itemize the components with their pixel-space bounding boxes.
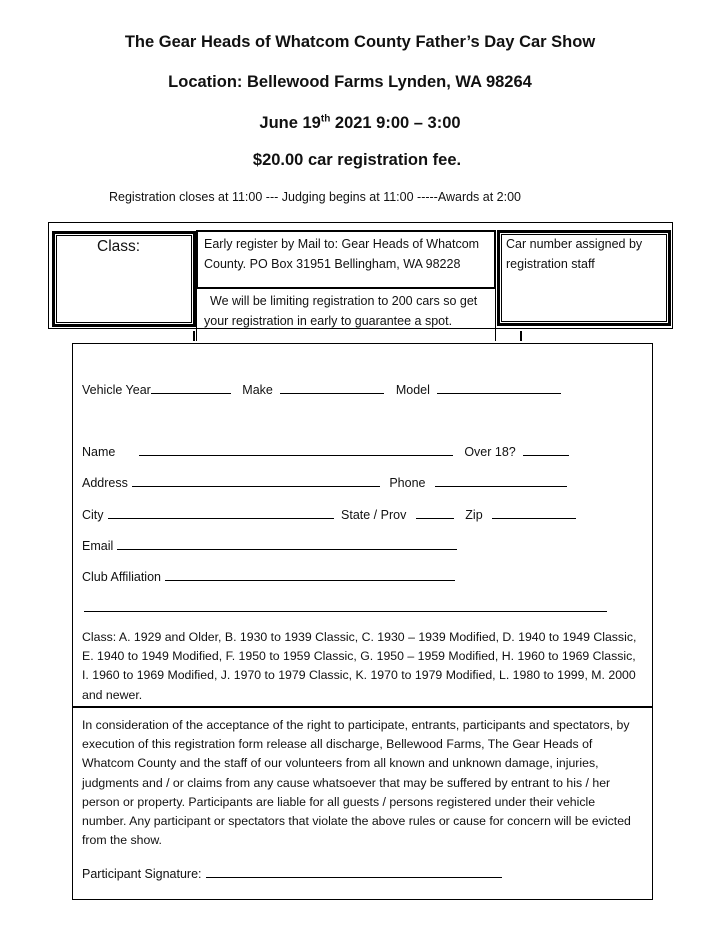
- zip-label: Zip: [465, 508, 483, 522]
- city-field[interactable]: [108, 506, 334, 519]
- vehicle-year-field[interactable]: [151, 381, 231, 394]
- city-label: City: [82, 508, 104, 522]
- name-field[interactable]: [139, 443, 453, 456]
- email-field[interactable]: [117, 537, 457, 550]
- signature-row: [82, 865, 502, 881]
- vehicle-year-label: Vehicle Year: [82, 383, 151, 397]
- car-number-info: Car number assigned by registration staff: [506, 237, 643, 271]
- address-field[interactable]: [132, 474, 380, 487]
- address-label: Address: [82, 476, 128, 490]
- vehicle-row: [82, 381, 561, 397]
- event-date-ordinal: th: [320, 113, 331, 125]
- frame-connector-right: [520, 331, 522, 341]
- event-title: The Gear Heads of Whatcom County Father’s Day Car Show: [124, 33, 596, 51]
- zip-field[interactable]: [492, 506, 576, 519]
- make-label: Make: [242, 383, 273, 397]
- phone-label: Phone: [389, 476, 426, 490]
- model-label: Model: [395, 383, 430, 397]
- class-label: Class:: [97, 238, 141, 255]
- frame-connector-left: [193, 331, 195, 341]
- registration-fee: $20.00 car registration fee.: [252, 151, 462, 169]
- address-row: [82, 474, 567, 490]
- mail-info: Early register by Mail to: Gear Heads of Whatcom County. PO Box 31951 Bellingham, WA 98228: [204, 237, 480, 271]
- club-row: [82, 568, 455, 584]
- event-date-day: June 19: [259, 114, 321, 132]
- state-label: State / Prov: [341, 508, 407, 522]
- email-row: [82, 537, 457, 553]
- blank-line[interactable]: [84, 611, 607, 612]
- city-row: [82, 506, 576, 522]
- over18-label: Over 18?: [464, 445, 516, 459]
- name-row: [82, 443, 569, 459]
- section-divider: [72, 706, 652, 708]
- limit-info: We will be limiting registration to 200 cars so get your registration in early to guarantee a spot.: [204, 294, 478, 328]
- event-date-time: 2021 9:00 – 3:00: [330, 114, 461, 132]
- event-date: [0, 114, 720, 133]
- club-label: Club Affiliation: [82, 570, 161, 584]
- release-text: In consideration of the acceptance of the right to participate, entrants, participants and spectators, by execution of this registration form release all discharge, Bellewood Farms, The Gear Heads of Whatcom County and the staff of our volunteers from all known and unknown damage, injuries, judgments and / or claims from any cause whatsoever that may be suffered by entrant to his / her person or property. Participants are liable for all guests / persons registered under their vehicle number. Any participant or spectators that violate the above rules or cause for concern will be evicted from the show.: [82, 718, 631, 848]
- make-field[interactable]: [280, 381, 384, 394]
- signature-label: Participant Signature:: [82, 867, 202, 881]
- state-field[interactable]: [416, 506, 454, 519]
- name-label: Name: [82, 445, 116, 459]
- event-location: Location: Bellewood Farms Lynden, WA 98264: [168, 73, 532, 91]
- phone-field[interactable]: [435, 474, 567, 487]
- club-field[interactable]: [165, 568, 455, 581]
- signature-field[interactable]: [206, 865, 502, 878]
- email-label: Email: [82, 539, 114, 553]
- class-list: Class: A. 1929 and Older, B. 1930 to 1939 Classic, C. 1930 – 1939 Modified, D. 1940 to 1949 Classic, E. 1940 to 1949 Modified, F. 1950 to 1959 Classic, G. 1950 – 1959 Modified, H. 1960 to 1969 Classic, I. 1960 to 1969 Modified, J. 1970 to 1979 Classic, K. 1970 to 1979 Modified, L. 1980 to 1999, M. 2000 and newer.: [82, 630, 637, 702]
- schedule-info: Registration closes at 11:00 --- Judging begins at 11:00 -----Awards at 2:00: [108, 190, 522, 204]
- over18-field[interactable]: [523, 443, 569, 456]
- model-field[interactable]: [437, 381, 561, 394]
